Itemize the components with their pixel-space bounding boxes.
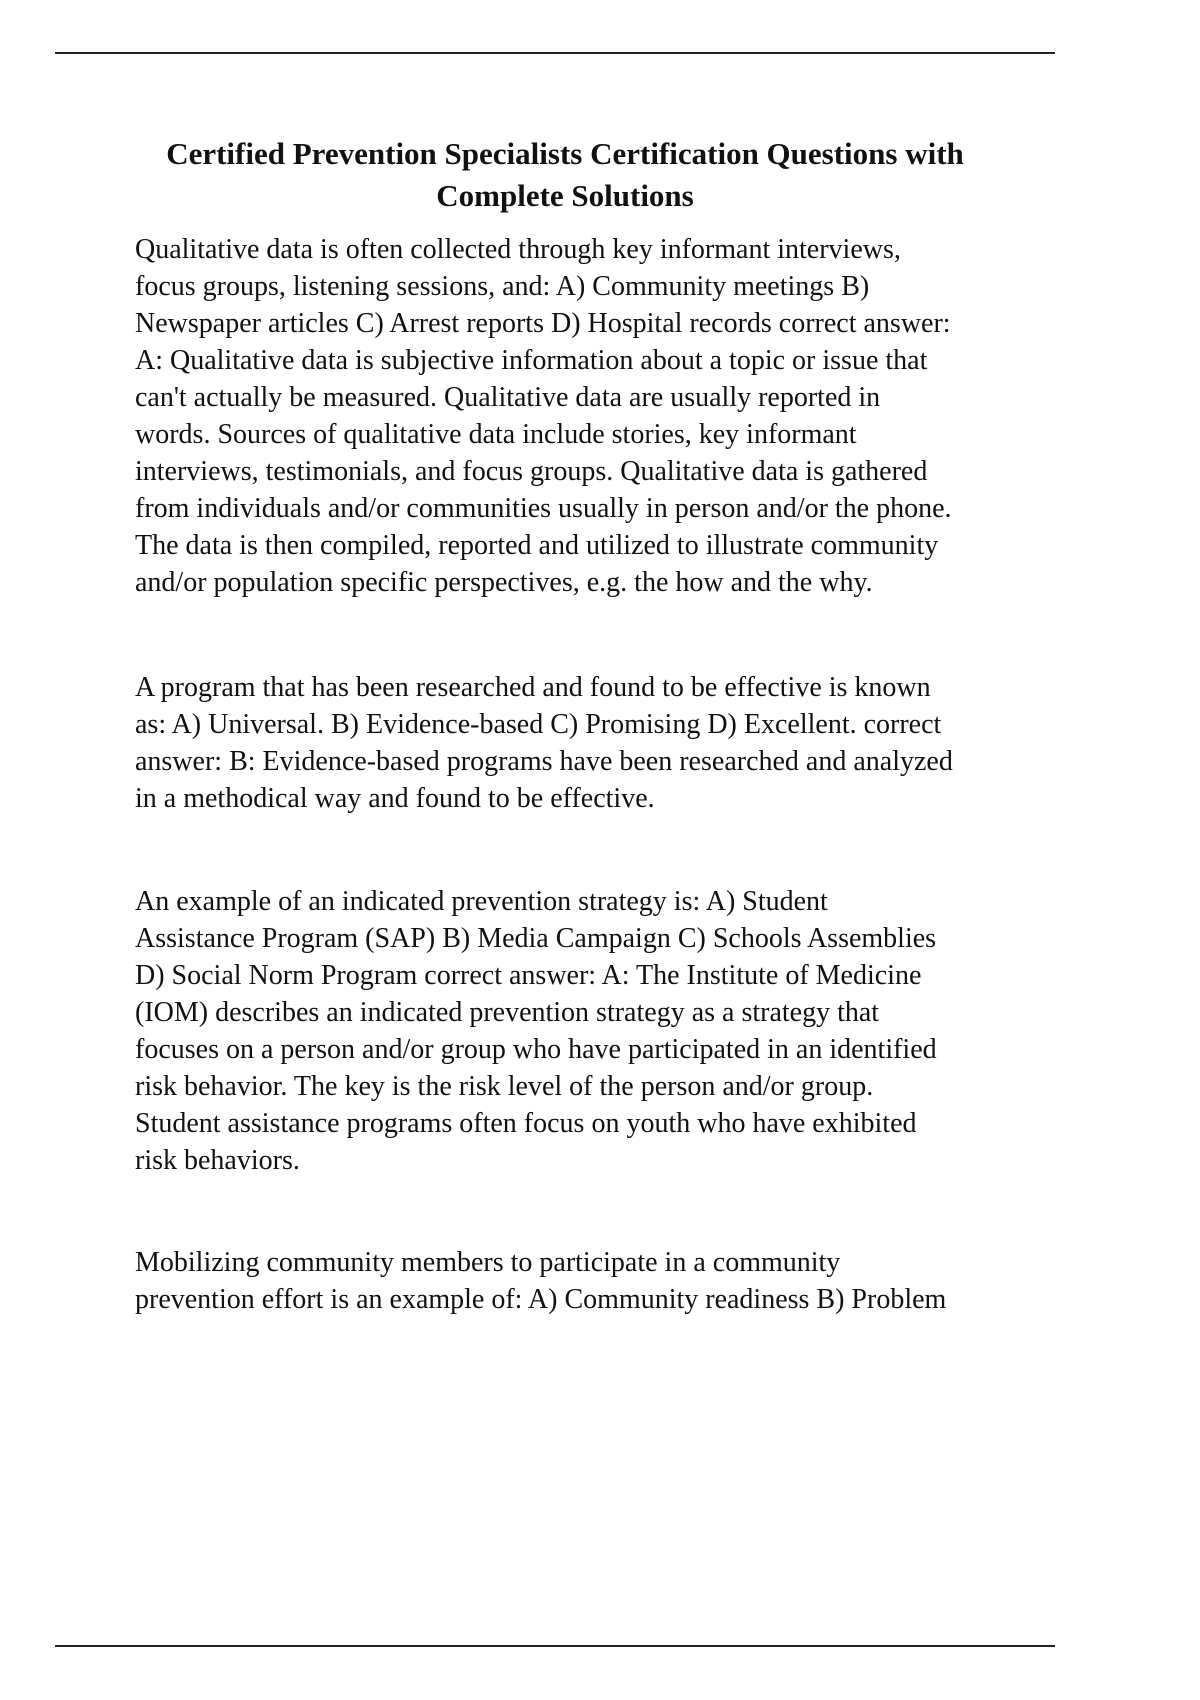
text-line: Qualitative data is often collected through key informant interviews, <box>135 234 901 265</box>
text-line: interviews, testimonials, and focus groups. Qualitative data is gathered <box>135 456 928 487</box>
text-line: risk behaviors. <box>135 1145 300 1176</box>
text-line: A: Qualitative data is subjective information about a topic or issue that <box>135 345 928 376</box>
question-paragraph-evidence-based <box>135 669 953 817</box>
text-line: focus groups, listening sessions, and: A) Community meetings B) <box>135 271 870 302</box>
text-line: prevention effort is an example of: A) Community readiness B) Problem <box>135 1284 947 1315</box>
title-line: Certified Prevention Specialists Certification Questions with <box>166 136 964 171</box>
text-line: focuses on a person and/or group who have participated in an identified <box>135 1034 937 1065</box>
text-line: words. Sources of qualitative data include stories, key informant <box>135 419 857 450</box>
text-line: as: A) Universal. B) Evidence-based C) Promising D) Excellent. correct <box>135 709 942 740</box>
text-line: Assistance Program (SAP) B) Media Campaign C) Schools Assemblies <box>135 923 937 954</box>
text-line: A program that has been researched and found to be effective is known <box>135 672 931 703</box>
text-line: from individuals and/or communities usually in person and/or the phone. <box>135 493 952 524</box>
footer-rule <box>55 1645 1055 1647</box>
text-line: answer: B: Evidence-based programs have been researched and analyzed <box>135 746 953 777</box>
text-line: and/or population specific perspectives, e.g. the how and the why. <box>135 567 873 598</box>
text-line: Student assistance programs often focus on youth who have exhibited <box>135 1108 917 1139</box>
text-line: in a methodical way and found to be effective. <box>135 783 655 814</box>
question-paragraph-qualitative-data <box>135 231 952 601</box>
text-line: An example of an indicated prevention strategy is: A) Student <box>135 886 828 917</box>
text-line: (IOM) describes an indicated prevention strategy as a strategy that <box>135 997 880 1028</box>
title-line: Complete Solutions <box>436 178 694 213</box>
text-line: D) Social Norm Program correct answer: A: The Institute of Medicine <box>135 960 922 991</box>
text-line: Newspaper articles C) Arrest reports D) Hospital records correct answer: <box>135 308 951 339</box>
header-rule <box>55 52 1055 54</box>
document-title <box>0 133 1130 217</box>
text-line: The data is then compiled, reported and utilized to illustrate community <box>135 530 939 561</box>
question-paragraph-indicated-prevention <box>135 883 937 1179</box>
text-line: Mobilizing community members to participate in a community <box>135 1247 841 1278</box>
text-line: can't actually be measured. Qualitative data are usually reported in <box>135 382 881 413</box>
question-paragraph-mobilizing-community <box>135 1244 946 1318</box>
text-line: risk behavior. The key is the risk level of the person and/or group. <box>135 1071 874 1102</box>
